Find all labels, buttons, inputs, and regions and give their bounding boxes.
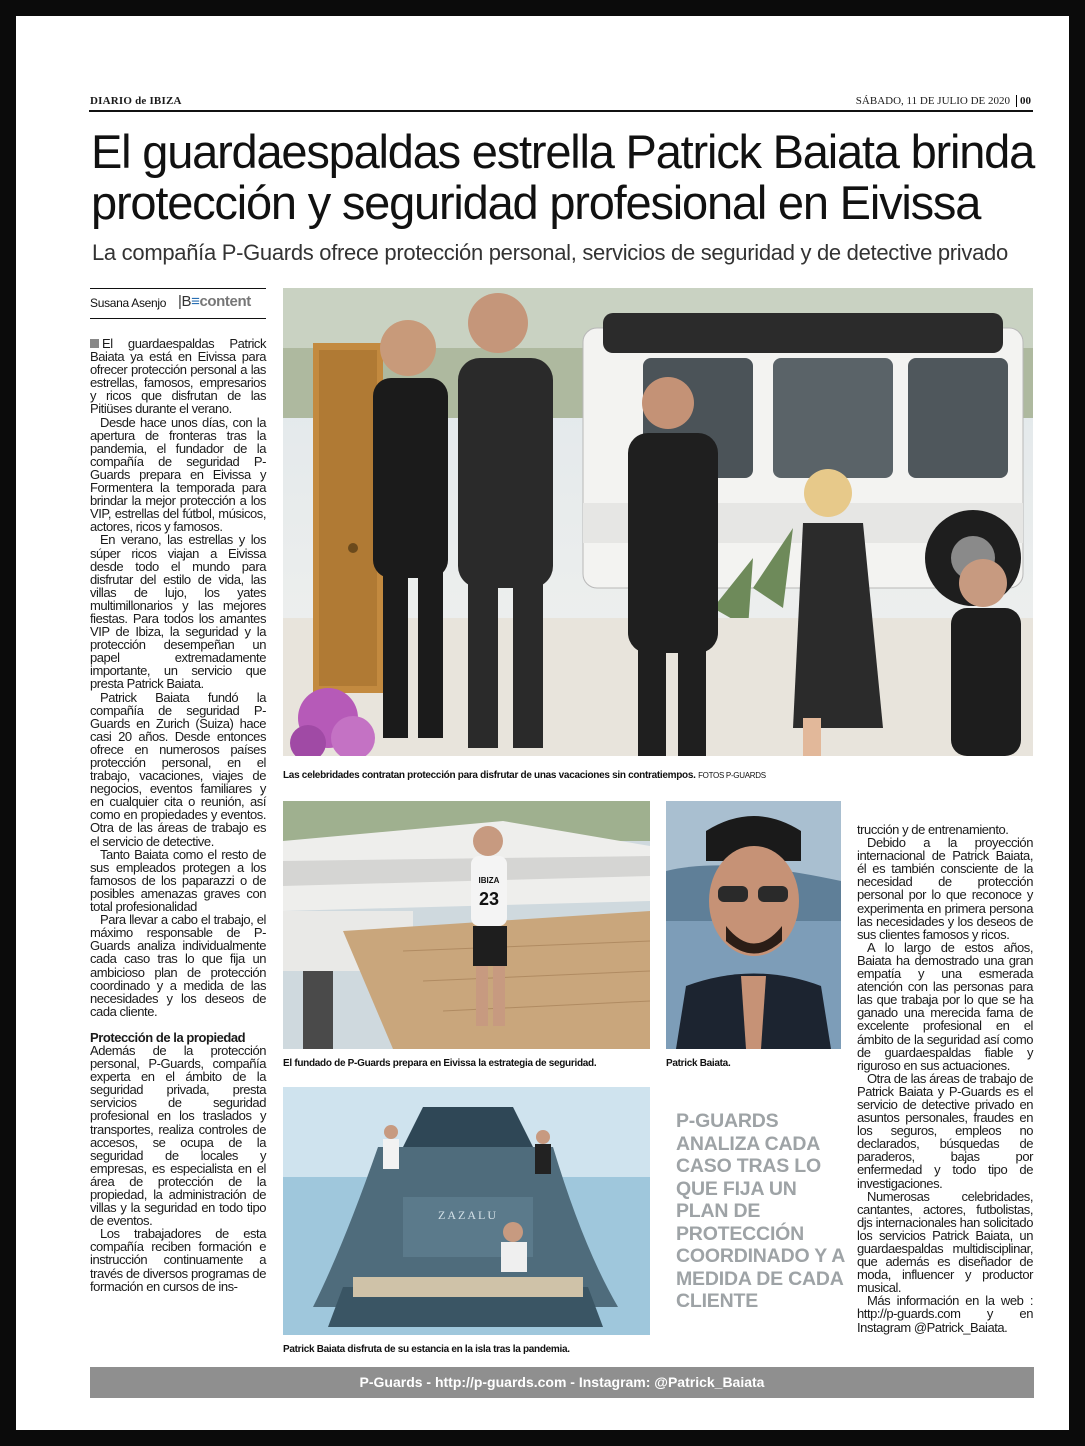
paragraph: trucción y de entrenamiento. — [857, 822, 1009, 837]
article-column-3 — [857, 823, 1033, 1334]
main-photo-illustration — [283, 288, 1033, 756]
subheadline: La compañía P-Guards ofrece protección personal, servicios de seguridad y de detective privado — [92, 240, 1008, 265]
yacht-photo — [283, 1087, 650, 1335]
portrait-photo-illustration — [666, 801, 841, 1049]
issue-date: SÁBADO, 11 DE JULIO DE 2020 — [855, 95, 1010, 107]
masthead-rule — [89, 110, 1033, 112]
byline-rule-bottom — [90, 318, 266, 319]
paragraph: Otra de las áreas de trabajo de Patrick Baiata y P-Guards es el servicio de detective privado en asuntos personales, fraudes en los seguros, empleos no declarados, búsquedas de paraderos, bajas por enfermedad y todo tipo de investigaciones. — [857, 1070, 1033, 1191]
marina-photo — [283, 801, 650, 1049]
author-name: Susana Asenjo — [90, 296, 167, 310]
paragraph: Tanto Baiata como el resto de sus empleados protegen a los famosos de los paparazzi o de posibles amenazas graves con total profesionalidad — [90, 846, 266, 915]
pull-quote: P-GUARDS ANALIZA CADA CASO TRAS LO QUE FIJA UN PLAN DE PROTECCIÓN COORDINADO Y A MEDIDA DE CADA CLIENTE — [676, 1110, 845, 1312]
paragraph: Para llevar a cabo el trabajo, el máximo responsable de P-Guards analiza individualmente cada caso tras lo que fija un ambicioso plan de protección coordinado y a medida de las necesidades y los deseos de cada cliente. — [90, 912, 266, 1019]
paragraph: Desde hace unos días, con la apertura de fronteras tras la pandemia, el fundador de la compañía de seguridad P-Guards prepara en Eivissa y Formentera la temporada para brindar la mejor protección a los VIP, estrellas del fútbol, músicos, actores, ricos y famosos. — [90, 414, 266, 535]
shirt-number: 23 — [478, 889, 500, 909]
main-photo-caption: Las celebridades contratan protección para disfrutar de unas vacaciones sin contratiempos. FOTOS P-GUARDS — [283, 770, 766, 781]
paragraph: A lo largo de estos años, Baiata ha demostrado una gran empatía y una esmerada atención con las personas para las que trabaja por lo que se ha ganado una merecida fama de excelente profesional en el ámbito de la seguridad así como de guardaespaldas fiable y riguroso en sus actuaciones. — [857, 939, 1033, 1073]
bcontent-logo — [178, 293, 251, 310]
paragraph: En verano, las estrellas y los súper ricos viajan a Eivissa desde todo el mundo para disfrutar del estilo de vida, las villas de lujo, los yates multimillonarios y las mejores fiestas. Para todos los amantes VIP de Ibiza, la seguridad y la protección desempeñan un papel extremadamente importante, un servicio que presta Patrick Baiata. — [90, 532, 266, 692]
paragraph: Además de la protección personal, P-Guards, compañía experta en el ámbito de la seguridad privada, presta servicios de seguridad profesional en los traslados y transportes, realiza controles de accesos, se ocupa de la seguridad de locales y empresas, es especialista en el área de protección de la propiedad, la administración de villas y la seguridad en todo tipo de eventos. — [90, 1042, 266, 1229]
brand-suffix: content — [199, 293, 251, 310]
shirt-text: IBIZA — [478, 876, 500, 885]
lead-paragraph: El guardaespaldas Patrick Baiata ya está en Eivissa para ofrecer protección personal a las estrellas, famosos, empresarios y ricos que disfrutan de las Pitiüses durante el verano. — [90, 336, 266, 417]
portrait-photo — [666, 801, 841, 1049]
yacht-photo-illustration — [283, 1087, 650, 1335]
main-photo — [283, 288, 1033, 756]
headline: El guardaespaldas estrella Patrick Baiata brinda protección y seguridad profesional en Eivissa — [91, 125, 1035, 229]
page-number: 00 — [1016, 95, 1031, 107]
lead-square-icon — [90, 339, 99, 348]
photo-credit: FOTOS P-GUARDS — [698, 771, 766, 780]
yacht-name: ZAZALU — [438, 1208, 498, 1222]
paragraph: Más información en la web : http://p-guards.com y en Instagram @Patrick_Baiata. — [857, 1293, 1033, 1335]
paragraph: Los trabajadores de esta compañía reciben formación e instrucción continuamente a través de diversos programas de formación en cursos de ins- — [90, 1226, 266, 1294]
portrait-photo-caption: Patrick Baiata. — [666, 1058, 731, 1069]
brand-prefix: |B — [178, 293, 192, 310]
yacht-photo-caption: Patrick Baiata disfruta de su estancia en la isla tras la pandemia. — [283, 1344, 570, 1355]
section-subheading: Protección de la propiedad — [90, 1029, 246, 1045]
article-column-1 — [90, 337, 266, 1293]
brand-mark: ≡ — [191, 293, 200, 310]
paragraph: Numerosas celebridades, cantantes, actores, futbolistas, djs internacionales han solicitado los servicios Patrick Baiata, un guardaespaldas multidisciplinar, que además es diseñador de moda, influencer y productor musical. — [857, 1188, 1033, 1296]
byline-rule — [90, 288, 266, 289]
footer-banner: P-Guards - http://p-guards.com - Instagram: @Patrick_Baiata — [90, 1367, 1034, 1398]
paragraph: Debido a la proyección internacional de Patrick Baiata, él es también consciente de la necesidad de protección personal por lo que reconoce y experimenta en primera persona las necesidades y los deseos de sus clientes famosos y ricos. — [857, 835, 1033, 942]
paragraph: Patrick Baiata fundó la compañía de seguridad P-Guards en Zurich (Suiza) hace casi 20 años. Desde entonces ofrece en numerosos países protección personal, en el trabajo, vacaciones, viajes de negocios, eventos familiares y en cualquier cita o reunión, así como en propiedades y eventos. Otra de las áreas de trabajo es el servicio de detective. — [90, 689, 266, 849]
newspaper-name: DIARIO de IBIZA — [90, 95, 182, 107]
marina-photo-caption: El fundado de P-Guards prepara en Eivissa la estrategia de seguridad. — [283, 1058, 597, 1069]
marina-photo-illustration — [283, 801, 650, 1049]
